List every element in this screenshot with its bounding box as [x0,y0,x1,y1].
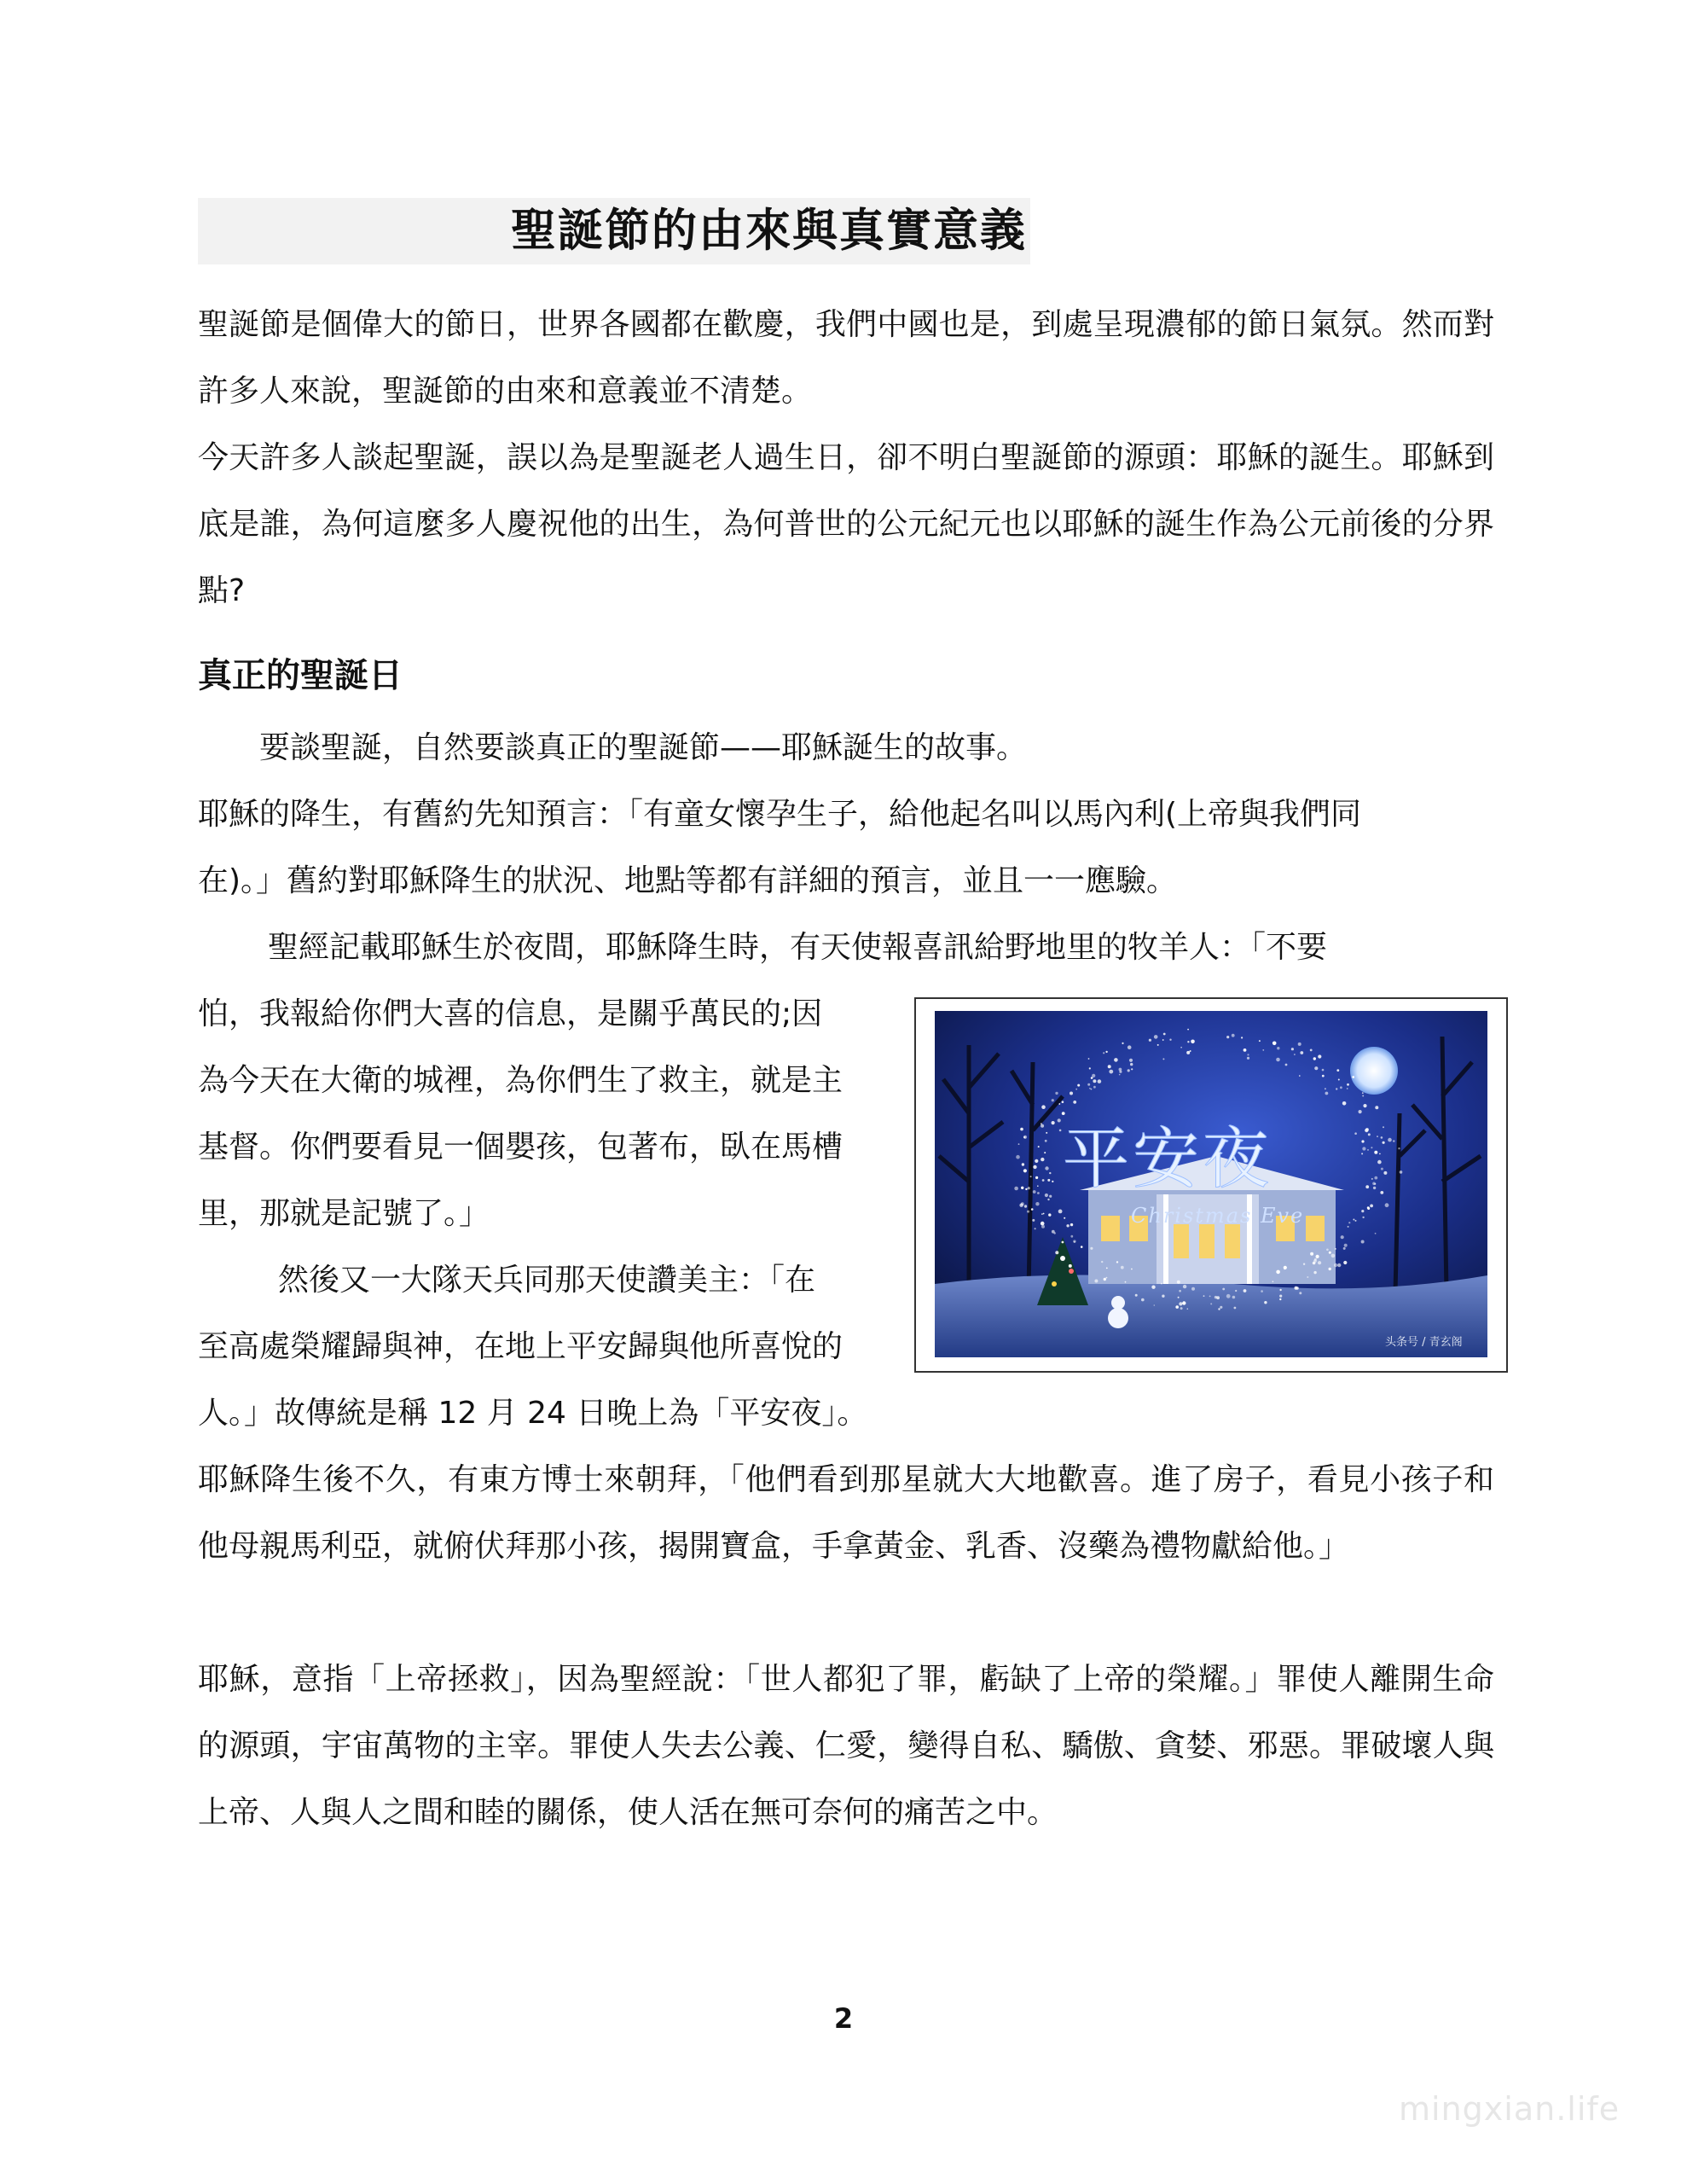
sparkle [1177,1281,1180,1284]
sparkle [1375,1233,1377,1234]
sparkle [1232,1034,1235,1037]
sparkle [1374,1151,1377,1154]
sparkle [1014,1187,1018,1191]
sparkle [1348,1226,1349,1228]
sparkle [1355,1220,1357,1222]
sparkle [1393,1140,1394,1141]
sparkle [1379,1153,1381,1155]
sparkle [1089,1067,1091,1069]
sparkle [1400,1170,1403,1174]
sparkle [1041,1124,1044,1128]
sparkle [1052,1121,1055,1124]
sparkle [1175,1305,1179,1309]
sparkle [1179,1302,1182,1305]
sparkle [1119,1068,1122,1072]
sparkle [1047,1199,1049,1200]
sparkle [1180,1307,1183,1310]
sparkle [1325,1088,1326,1089]
sparkle [1298,1043,1301,1046]
sparkle [1353,1219,1354,1221]
sparkle [1131,1269,1133,1270]
sparkle [1374,1183,1376,1185]
sparkle [1059,1130,1062,1132]
sparkle [1070,1092,1073,1095]
sparkle [1025,1188,1027,1190]
sparkle [1163,1033,1166,1036]
sparkle [1101,1261,1103,1263]
sparkle [1362,1092,1364,1094]
sparkle [1048,1213,1051,1216]
sparkle [1284,1266,1287,1269]
sparkle [1285,1064,1288,1066]
sparkle [1037,1192,1040,1194]
sparkle [1122,1043,1123,1044]
section-line-11: 人。」故傳統是稱 12 月 24 日晚上為「平安夜」。 [198,1396,868,1431]
sparkle [1046,1132,1047,1134]
sparkle [1259,1040,1261,1042]
sparkle [1318,1054,1321,1058]
sparkle [1045,1194,1048,1197]
sparkle [1367,1206,1370,1209]
sparkle [1310,1252,1313,1256]
sparkle [1370,1205,1373,1208]
sparkle [1383,1126,1384,1128]
sparkle [1244,1048,1247,1052]
image-main-text: 平安夜 [1063,1121,1273,1198]
sparkle [1037,1185,1039,1187]
sparkle [1299,1292,1301,1294]
sparkle [1062,1101,1064,1103]
sparkle [1331,1254,1336,1258]
sparkle [1336,1088,1337,1089]
sparkle [1041,1213,1043,1215]
sparkle [1187,1308,1189,1310]
sparkle [1121,1266,1124,1269]
christmas-eve-image [914,997,1508,1373]
sparkle [1089,1088,1091,1089]
sparkle [1272,1281,1274,1282]
section-line-8: 里，那就是記號了。」 [198,1196,490,1231]
sparkle [1329,1252,1331,1254]
sparkle [1088,1058,1090,1060]
watermark: mingxian.life [1399,2090,1620,2128]
sparkle [1241,1037,1243,1038]
sparkle [1103,1052,1104,1054]
sparkle [1128,1069,1130,1072]
sparkle [1343,1261,1347,1264]
sparkle [1162,1039,1164,1041]
sparkle [1016,1155,1020,1159]
sparkle [1116,1261,1118,1263]
magi-paragraph: 耶穌降生後不久，有東方博士來朝拜，「他們看到那星就大大地歡喜。進了房子，看見小孩子和他母親馬利亞，就俯伏拜那小孩，揭開寶盒，手拿黃金、乳香、沒藥為禮物獻給他。」 [198,1462,1494,1564]
sparkle [1114,1058,1118,1062]
sparkle [1352,1076,1354,1078]
sparkle [1276,1058,1280,1062]
sparkle [1310,1049,1313,1052]
sparkle [1030,1176,1032,1177]
sparkle [1032,1219,1035,1222]
sparkle [1021,1187,1023,1189]
sparkle [1077,1084,1080,1087]
sparkle [1098,1079,1102,1083]
sparkle [1338,1079,1340,1081]
sparkle [1322,1069,1325,1072]
sparkle [1335,1248,1336,1250]
sparkle [1367,1149,1369,1151]
sparkle [1329,1268,1331,1270]
sparkle [1373,1187,1376,1189]
sparkle [1295,1287,1298,1290]
sparkle [1044,1152,1046,1153]
sparkle [1314,1066,1318,1070]
sparkle [1041,1105,1046,1109]
sparkle [1183,1285,1186,1288]
christmas-eve-illustration [935,1011,1487,1357]
sparkle [1091,1089,1093,1090]
sparkle [1371,1178,1373,1180]
sparkle [1045,1140,1047,1142]
sparkle [1033,1190,1036,1194]
sparkle [1377,1160,1382,1165]
sparkle [1128,1045,1132,1049]
sparkle [1244,1289,1247,1292]
sparkle [1377,1136,1378,1137]
sparkle [1342,1101,1347,1106]
section-line-7: 基督。你們要看見一個嬰孩，包著布，臥在馬槽 [198,1130,844,1165]
sparkle [1318,1261,1321,1264]
sparkle [1307,1276,1308,1278]
sparkle [1226,1036,1229,1038]
sparkle [1371,1147,1372,1148]
sparkle [1024,1205,1027,1207]
section-line-3: 在)。」舊約對耶穌降生的狀況、地點等都有詳細的預言，並且一一應驗。 [198,863,1178,898]
sparkle [1149,1039,1151,1042]
sparkle [1047,1179,1050,1182]
section-line-4: 聖經記載耶穌生於夜間，耶穌降生時，有天使報喜訊給野地里的牧羊人：「不要 [268,930,1328,965]
sparkle [1337,1263,1341,1267]
sparkle [1093,1086,1096,1089]
sparkle [1341,1235,1344,1239]
sparkle [1313,1057,1316,1060]
sparkle [1049,1195,1052,1198]
sparkle [1052,1099,1054,1101]
sparkle [1279,1295,1282,1298]
sparkle [1216,1296,1220,1299]
sparkle [1368,1133,1371,1136]
sparkle [1340,1086,1342,1089]
sparkle [1313,1271,1316,1274]
sparkle [1041,1158,1044,1161]
sparkle [1129,1059,1133,1062]
sparkle [1359,1110,1362,1113]
sparkle [1235,1290,1237,1292]
sparkle [1058,1103,1060,1105]
sparkle [1130,1063,1133,1066]
sparkle [1055,1092,1058,1095]
sparkle [1182,1301,1186,1304]
sparkle [1279,1289,1281,1291]
sparkle [1161,1283,1162,1285]
sparkle [1162,1295,1164,1298]
sparkle [1279,1298,1281,1300]
sparkle [1062,1241,1064,1244]
sparkle [1362,1147,1365,1150]
sparkle [1164,1281,1166,1283]
sparkle [1362,1217,1364,1218]
sparkle [1018,1143,1020,1145]
sparkle [1191,1040,1195,1044]
sparkle [1041,1225,1045,1228]
sparkle [1209,1296,1211,1298]
sparkle [1374,1176,1377,1180]
sparkle [1381,1136,1383,1139]
sparkle [1361,1153,1363,1154]
sparkle [1187,1041,1189,1043]
sparkle [1081,1246,1083,1248]
sparkle [1234,1307,1237,1310]
sparkle [1218,1308,1220,1310]
sparkle [1038,1146,1040,1147]
sparkle [1354,1132,1357,1135]
sparkle [1035,1159,1038,1163]
intro-paragraph-2: 今天許多人談起聖誕，誤以為是聖誕老人過生日，卻不明白聖誕節的源頭：耶穌的誕生。耶穌到底是誰，為何這麼多人慶祝他的出生，為何普世的公元紀元也以耶穌的誕生作為公元前後的分界點? [198,440,1494,608]
section-line-6: 為今天在大衛的城裡，為你們生了救主，就是主 [198,1063,844,1098]
sparkle [1141,1298,1145,1302]
sparkle [1381,1168,1383,1170]
sparkle [1361,1240,1365,1244]
sparkle [1277,1047,1279,1049]
sparkle [1021,1202,1024,1205]
sparkle [1135,1294,1138,1297]
sparkle [1058,1210,1063,1214]
sparkle [1162,1058,1164,1060]
sparkle [1064,1217,1065,1219]
sparkle [1090,1247,1093,1250]
sparkle [1262,1049,1264,1051]
sparkle [1300,1051,1303,1054]
sparkle [1187,1029,1189,1031]
sparkle [1261,1290,1263,1292]
image-credit: 头条号 / 青玄阁 [1385,1336,1463,1349]
sparkle [1325,1092,1329,1095]
sparkle [1131,1068,1133,1070]
sparkle [1106,1277,1108,1279]
sparkle [1045,1166,1048,1170]
sparkle [1365,1185,1369,1188]
sparkle [1276,1270,1280,1275]
sparkle [1363,1104,1366,1107]
sparkle [1062,1112,1065,1115]
sparkle [1179,1290,1181,1292]
sparkle [1119,1074,1121,1076]
sparkle [1362,1095,1364,1097]
sparkle [1035,1202,1039,1205]
sparkle [1092,1074,1095,1077]
sparkle [1022,1163,1024,1165]
sparkle [1385,1203,1389,1207]
sparkle [1344,1244,1348,1247]
section-line-9: 然後又一大隊天兵同那天使讚美主：「在 [278,1263,816,1298]
image-sub-text: Christmas Eve [1131,1204,1305,1228]
sparkle [1066,1224,1069,1227]
sparkle [1347,1083,1349,1086]
sparkle [1073,1240,1075,1242]
sparkle [1031,1208,1034,1211]
sparkle [1375,1106,1378,1109]
section-line-2: 耶穌的降生，有舊約先知預言：「有童女懷孕生子，給他起名叫以馬內利(上帝與我們同 [198,797,1362,832]
sparkle [1334,1263,1337,1267]
sparkle [1020,1128,1023,1131]
sparkle [1247,1057,1249,1060]
sparkle [1272,1042,1277,1046]
sparkle [1203,1295,1205,1297]
section-heading: 真正的聖誕日 [198,656,403,695]
sparkle [1106,1268,1108,1269]
sparkle [1023,1136,1025,1138]
sparkle [1087,1083,1090,1086]
sparkle [1035,1176,1038,1179]
sparkle [1186,1051,1190,1054]
sparkle [1383,1141,1385,1144]
sparkle [1336,1069,1339,1072]
sparkle [1348,1222,1350,1223]
sparkle [1052,1181,1053,1182]
sparkle [1042,1179,1045,1182]
sparkle [1028,1187,1030,1189]
sparkle [1313,1259,1317,1263]
sparkle [1191,1287,1195,1291]
sparkle [1094,1280,1098,1283]
sparkle [1222,1288,1225,1291]
sparkle [1043,1213,1045,1215]
sparkle [1054,1232,1056,1234]
sparkle [1125,1281,1127,1283]
sparkle [1220,1306,1222,1309]
sparkle [1023,1169,1027,1172]
sparkle [1033,1165,1036,1169]
page-title: 聖誕節的由來與真實意義 [511,205,1027,257]
sparkle [1154,1304,1156,1306]
sparkle [1383,1171,1387,1175]
sparkle [1093,1079,1096,1083]
sparkle [1343,1247,1346,1250]
sparkle [1361,1140,1364,1142]
sparkle [1388,1138,1392,1142]
sparkle [1035,1228,1036,1229]
sparkle [1322,1075,1325,1077]
sparkle [1398,1147,1400,1149]
sparkle [1055,1251,1058,1254]
sparkle [1347,1088,1348,1089]
sparkle [1073,1101,1076,1104]
sparkle [1190,1050,1191,1052]
sparkle [1058,1118,1061,1122]
sparkle [1316,1255,1319,1258]
sparkle [1104,1278,1106,1281]
sparkle [1154,1035,1158,1039]
section-line-1: 要談聖誕，自然要談真正的聖誕節——耶穌誕生的故事。 [259,730,1028,765]
sparkle [1365,1128,1369,1131]
sparkle [1151,1286,1155,1289]
sparkle [1027,1211,1029,1213]
moon-icon [1350,1047,1398,1095]
sparkle [1070,1223,1073,1226]
sparkle [1326,1249,1329,1252]
meaning-paragraph: 耶穌，意指「上帝拯救」，因為聖經說：「世人都犯了罪，虧缺了上帝的榮耀。」罪使人離開生命的源頭，宇宙萬物的主宰。罪使人失去公義、仁愛，變得自私、驕傲、貪婪、邪惡。罪破壞人與上帝、人與人之間和睦的關係，使人活在無可奈何的痛苦之中。 [198,1662,1494,1830]
sparkle [1157,1044,1159,1046]
sparkle [1210,1303,1212,1304]
sparkle [1291,1048,1294,1050]
sparkle [1049,1172,1051,1174]
sparkle [1264,1301,1267,1304]
sparkle [1169,1039,1171,1041]
sparkle [1380,1191,1383,1194]
sparkle [1361,1210,1364,1212]
sparkle [1041,1222,1045,1226]
sparkle [1069,1264,1072,1268]
sparkle [1247,1054,1249,1055]
sparkle [1105,1051,1107,1053]
sparkle [1180,1047,1182,1048]
sparkle [1075,1089,1077,1090]
sparkle [1070,1235,1073,1238]
page-number: 2 [833,2002,854,2035]
section-line-10: 至高處榮耀歸與神，在地上平安歸與他所喜悅的 [198,1329,844,1364]
sparkle [1299,1075,1301,1077]
sparkle [1109,1070,1113,1074]
sparkle [1294,1054,1296,1055]
sparkle [1226,1294,1231,1298]
intro-paragraph-1: 聖誕節是個偉大的節日，世界各國都在歡慶，我們中國也是，到處呈現濃郁的節日氣氛。然而對許多人來說，聖誕節的由來和意義並不清楚。 [198,307,1494,409]
sparkle [1303,1263,1305,1265]
sparkle [1178,1297,1180,1298]
sparkle [1232,1296,1236,1299]
sparkle [1108,1065,1111,1068]
section-line-5: 怕，我報給你們大喜的信息，是關乎萬民的;因 [198,996,823,1031]
